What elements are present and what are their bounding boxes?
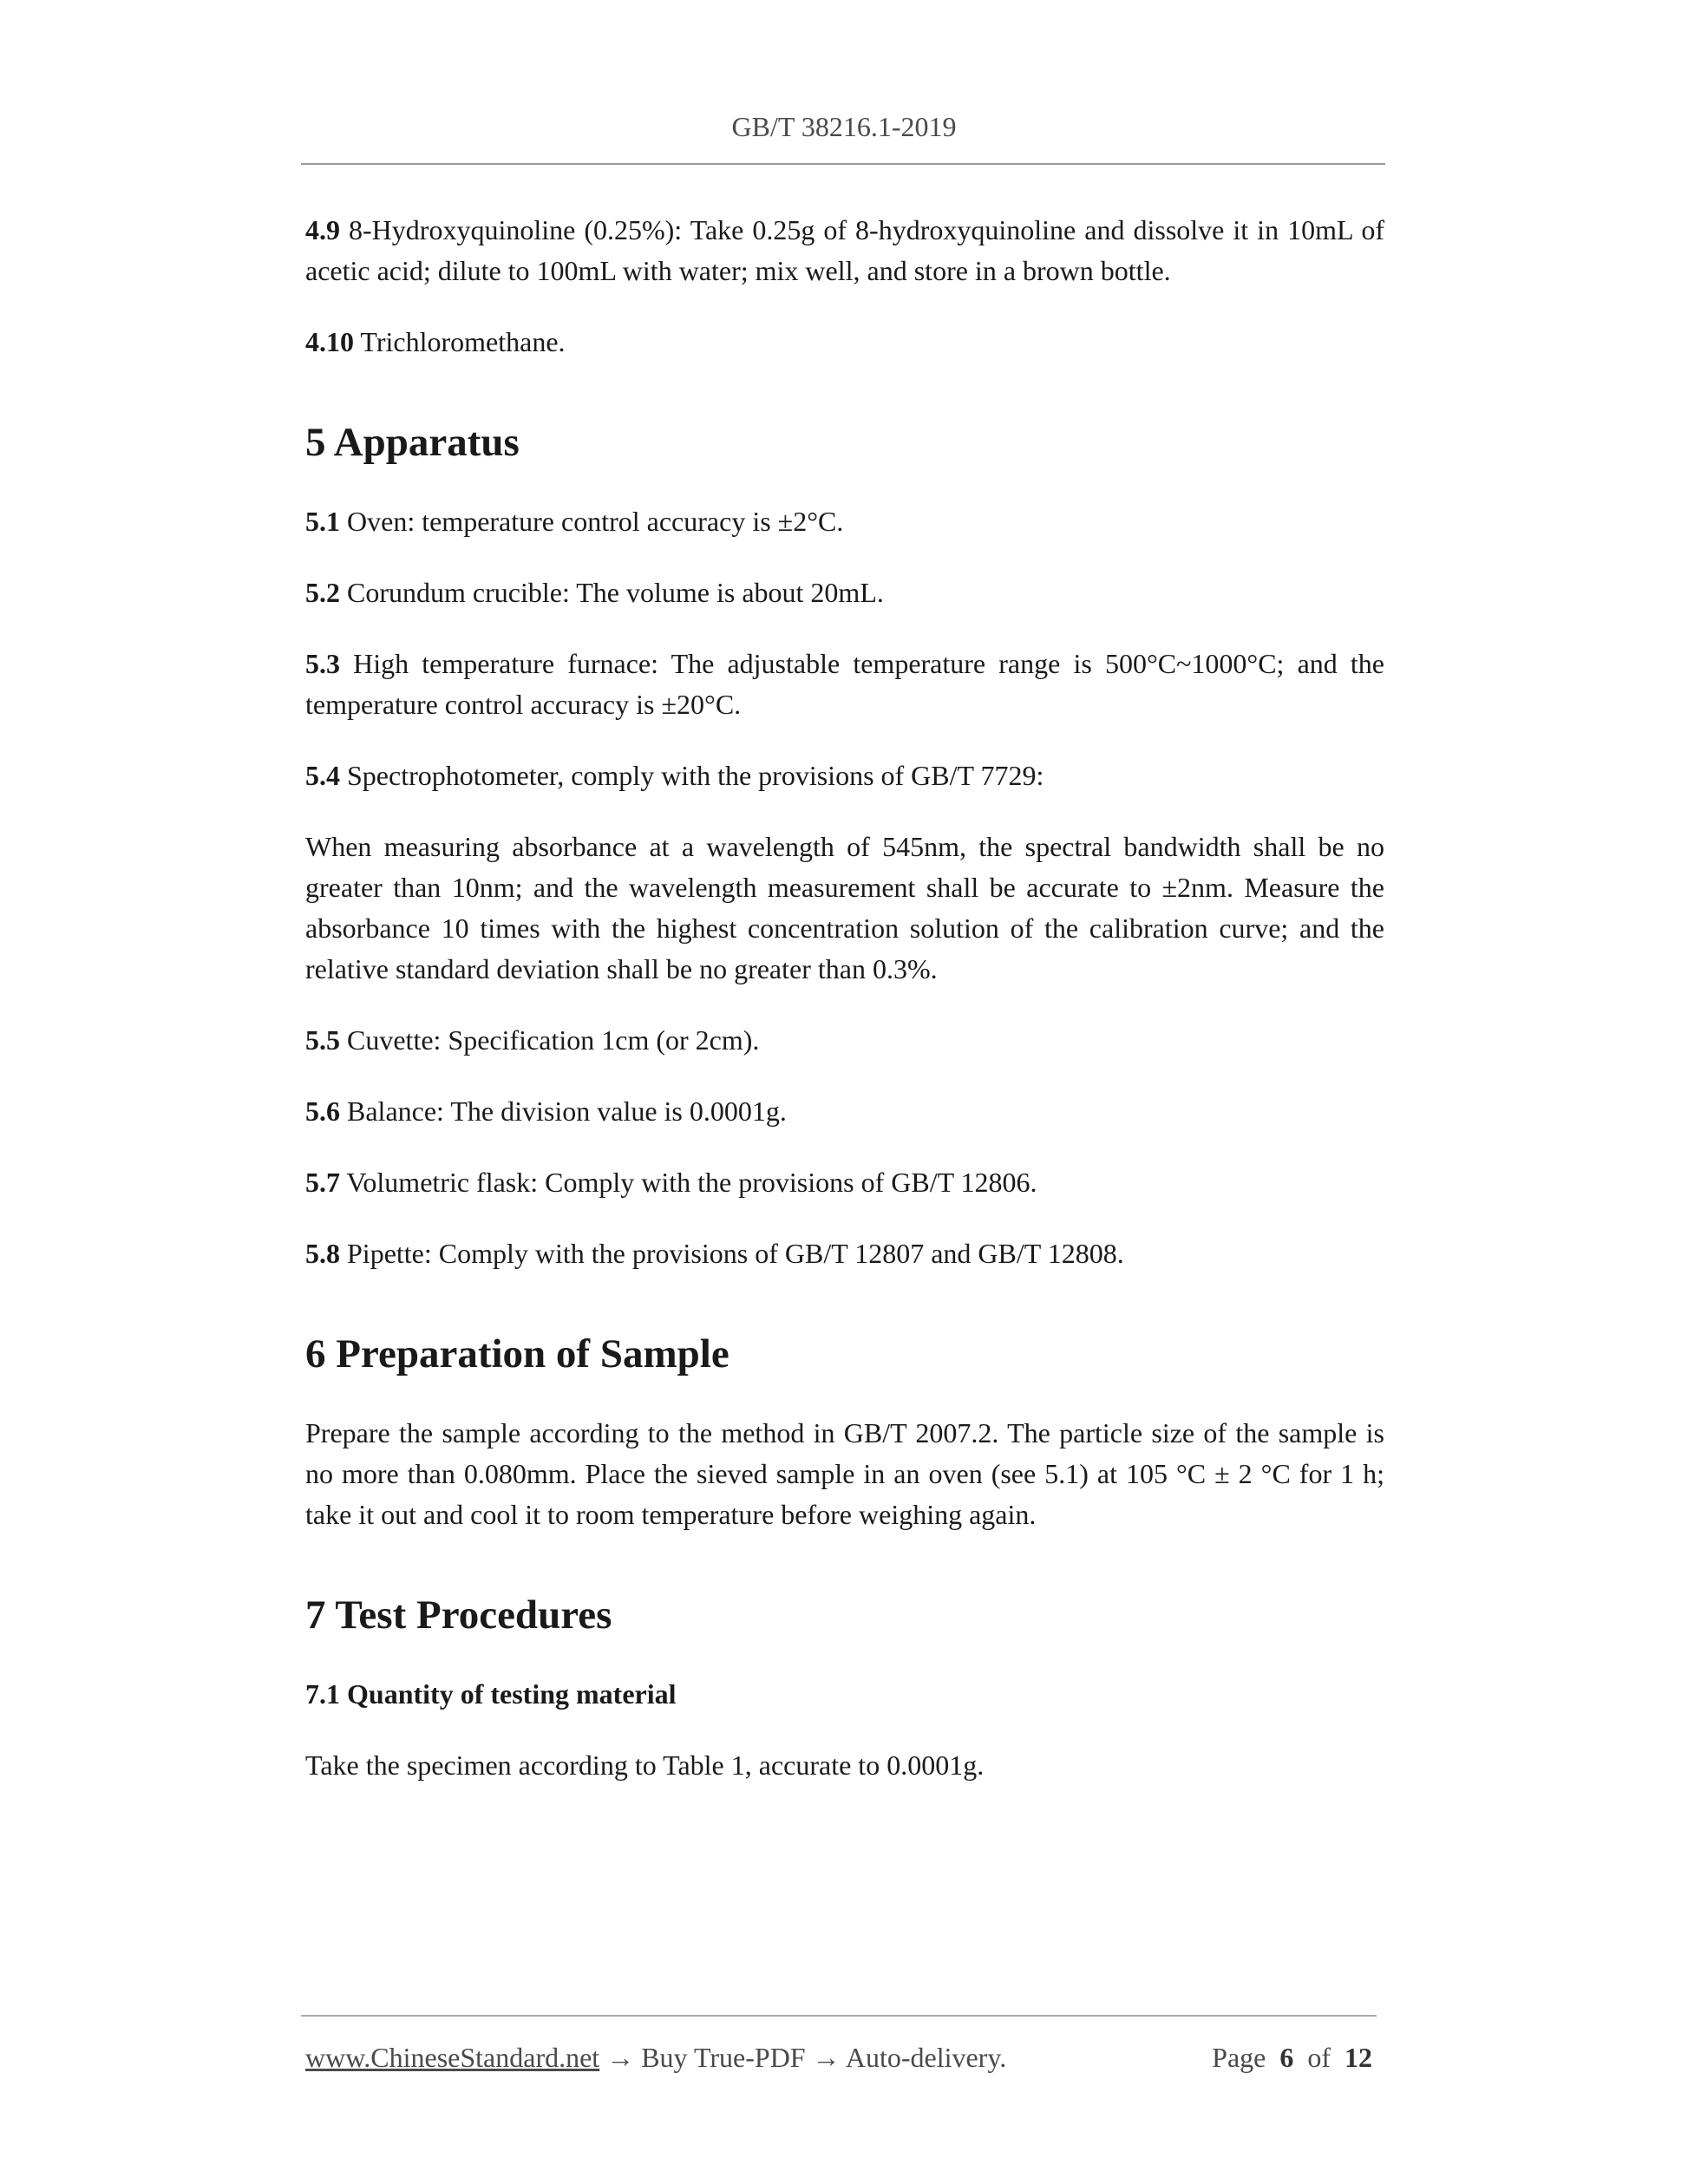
clause-5-4-detail: When measuring absorbance at a wavelength of 545nm, the spectral bandwidth shall be no greater than 10nm; and the wavelength measurement shall be accurate to ±2nm. Measure the absorbance 10 times with the highest concentration solution of the calibration curve; and the relative standard deviation shall be no greater than 0.3%. bbox=[305, 831, 1384, 984]
clause-text: Pipette: Comply with the provisions of GB/T 12807 and GB/T 12808. bbox=[347, 1238, 1124, 1269]
clause-5-8 bbox=[305, 1233, 1384, 1274]
promo-text: → Buy True-PDF → Auto-delivery. bbox=[599, 2042, 1007, 2073]
clause-text: Balance: The division value is 0.0001g. bbox=[347, 1095, 787, 1127]
clause-5-5 bbox=[305, 1020, 1384, 1061]
clause-number: 4.10 bbox=[305, 326, 354, 357]
footer-divider bbox=[301, 2015, 1377, 2017]
clause-text: High temperature furnace: The adjustable temperature range is 500°C~1000°C; and the temperature control accuracy is ±20°C. bbox=[305, 648, 1385, 720]
footer-promo bbox=[305, 2038, 1006, 2076]
clause-5-6 bbox=[305, 1091, 1384, 1132]
clause-4-10 bbox=[305, 322, 1384, 363]
clause-number: 5.3 bbox=[305, 648, 340, 679]
clause-text: Oven: temperature control accuracy is ±2°C. bbox=[347, 506, 844, 537]
document-id-header: GB/T 38216.1-2019 bbox=[731, 111, 957, 142]
clause-5-2 bbox=[305, 572, 1384, 613]
clause-text: 8-Hydroxyquinoline (0.25%): Take 0.25g of 8-hydroxyquinoline and dissolve it in 10mL of acetic acid; dilute to 100mL with water; mix well, and store in a brown bottle. bbox=[305, 214, 1384, 286]
clause-number: 5.7 bbox=[305, 1167, 340, 1198]
section-heading-preparation: 6 Preparation of Sample bbox=[305, 1331, 730, 1376]
page-label: Page bbox=[1212, 2042, 1266, 2073]
clause-number: 5.2 bbox=[305, 577, 340, 608]
clause-number: 5.5 bbox=[305, 1024, 340, 1056]
of-label: of bbox=[1307, 2042, 1331, 2073]
clause-7-1-text: Take the specimen according to Table 1, accurate to 0.0001g. bbox=[305, 1749, 985, 1781]
clause-5-1 bbox=[305, 501, 1384, 542]
clause-text: Corundum crucible: The volume is about 20mL. bbox=[347, 577, 884, 608]
clause-5-4 bbox=[305, 755, 1384, 796]
clause-number: 5.4 bbox=[305, 760, 340, 791]
clause-text: Cuvette: Specification 1cm (or 2cm). bbox=[347, 1024, 760, 1056]
website-link[interactable]: www.ChineseStandard.net bbox=[305, 2042, 600, 2073]
clause-5-7 bbox=[305, 1162, 1384, 1203]
clause-text: Spectrophotometer, comply with the provisions of GB/T 7729: bbox=[347, 760, 1044, 791]
document-body bbox=[305, 210, 1384, 1816]
clause-text: Trichloromethane. bbox=[360, 326, 566, 357]
clause-text: Volumetric flask: Comply with the provisions of GB/T 12806. bbox=[346, 1167, 1037, 1198]
page-number bbox=[1212, 2038, 1372, 2076]
clause-number: 5.8 bbox=[305, 1238, 340, 1269]
clause-number: 4.9 bbox=[305, 214, 340, 245]
clause-4-9 bbox=[305, 210, 1384, 291]
section-heading-apparatus: 5 Apparatus bbox=[305, 420, 520, 465]
subsection-heading-7-1: 7.1 Quantity of testing material bbox=[305, 1678, 677, 1710]
section-heading-test-procedures: 7 Test Procedures bbox=[305, 1592, 612, 1638]
sample-preparation-text: Prepare the sample according to the method in GB/T 2007.2. The particle size of the sample is no more than 0.080mm. Place the sieved sample in an oven (see 5.1) at 105 °C ± 2 °C for 1 h; take it out and cool it to room temperature before weighing again. bbox=[305, 1417, 1384, 1530]
total-pages: 12 bbox=[1345, 2042, 1372, 2073]
clause-number: 5.1 bbox=[305, 506, 340, 537]
clause-number: 5.6 bbox=[305, 1095, 340, 1127]
current-page: 6 bbox=[1279, 2042, 1294, 2073]
header-divider bbox=[301, 163, 1385, 165]
clause-5-3 bbox=[305, 644, 1384, 725]
